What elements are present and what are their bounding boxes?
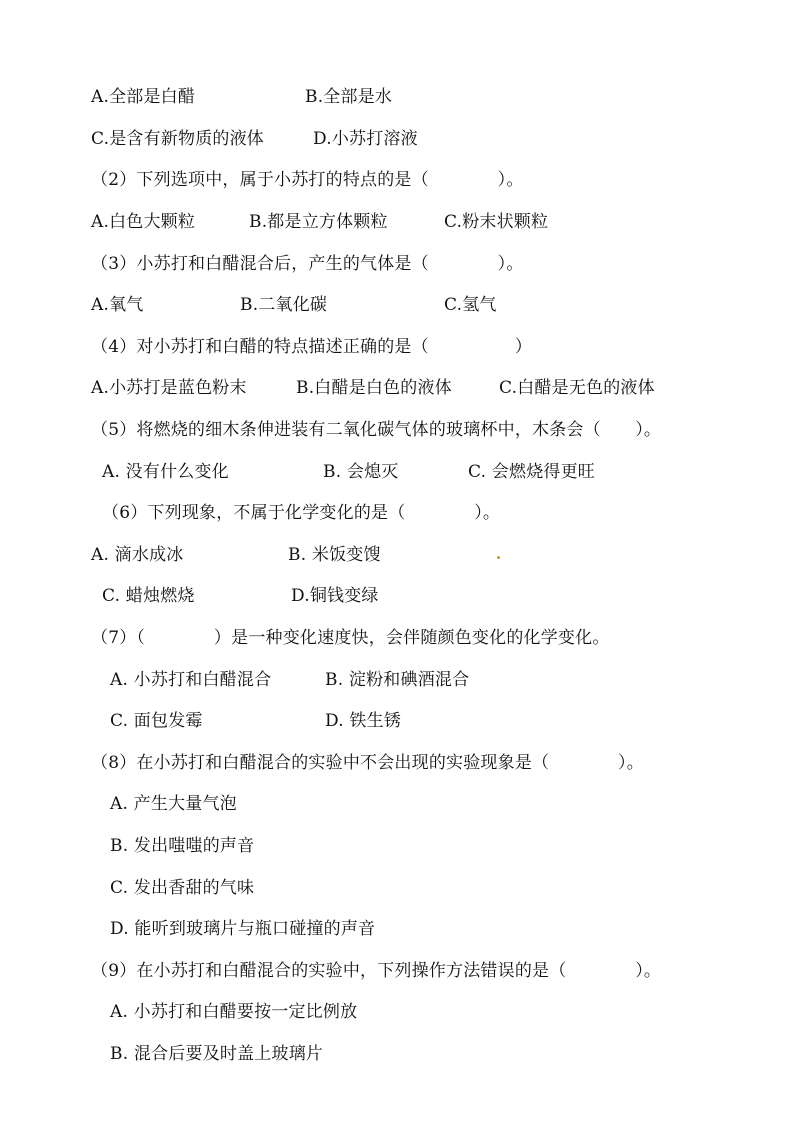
q9-option-b: B. 混合后要及时盖上玻璃片 (110, 1044, 324, 1064)
q2-option-b: B.都是立方体颗粒 (249, 212, 388, 232)
q6-stem: （6）下列现象，不属于化学变化的是（ ）。 (102, 503, 501, 523)
q3-option-a: A.氧气 (91, 295, 144, 315)
q8-option-a: A. 产生大量气泡 (110, 794, 237, 814)
q4-option-a: A.小苏打是蓝色粉末 (91, 378, 247, 398)
q8-option-d: D. 能听到玻璃片与瓶口碰撞的声音 (110, 919, 376, 939)
q7-option-b: B. 淀粉和碘酒混合 (325, 670, 470, 690)
q1-option-a: A.全部是白醋 (91, 87, 196, 107)
q5-option-a: A. 没有什么变化 (102, 462, 229, 482)
q1-option-b: B.全部是水 (305, 87, 393, 107)
q7-option-c: C. 面包发霉 (110, 711, 203, 731)
q4-option-b: B.白醋是白色的液体 (296, 378, 452, 398)
q3-option-b: B.二氧化碳 (240, 295, 328, 315)
q7-stem: （7）（ ）是一种变化速度快，会伴随颜色变化的化学变化。 (91, 628, 610, 648)
q4-stem: （4）对小苏打和白醋的特点描述正确的是（ ） (91, 337, 533, 357)
q2-stem: （2）下列选项中，属于小苏打的特点的是（ ）。 (91, 170, 524, 190)
q7-option-d: D. 铁生锈 (325, 711, 402, 731)
q8-option-c: C. 发出香甜的气味 (110, 878, 255, 898)
q6-option-d: D.铜钱变绿 (291, 586, 379, 606)
q8-stem: （8）在小苏打和白醋混合的实验中不会出现的实验现象是（ ）。 (91, 753, 644, 773)
q5-stem: （5）将燃烧的细木条伸进装有二氧化碳气体的玻璃杯中，木条会（ ）。 (91, 420, 662, 440)
q9-option-a: A. 小苏打和白醋要按一定比例放 (110, 1002, 358, 1022)
q3-stem: （3）小苏打和白醋混合后，产生的气体是（ ）。 (91, 254, 524, 274)
q4-option-c: C.白醋是无色的液体 (499, 378, 655, 398)
q6-option-b: B. 米饭变馊 (288, 545, 381, 565)
q1-option-c: C.是含有新物质的液体 (91, 129, 265, 149)
q9-stem: （9）在小苏打和白醋混合的实验中，下列操作方法错误的是（ ）。 (91, 961, 662, 981)
q8-option-b: B. 发出嗤嗤的声音 (110, 836, 255, 856)
stray-dot-mark (497, 556, 500, 559)
q2-option-c: C.粉末状颗粒 (444, 212, 549, 232)
q7-option-a: A. 小苏打和白醋混合 (110, 670, 272, 690)
q6-option-c: C. 蜡烛燃烧 (102, 586, 195, 606)
q5-option-c: C. 会燃烧得更旺 (468, 462, 596, 482)
q1-option-d: D.小苏打溶液 (313, 129, 418, 149)
q5-option-b: B. 会熄灭 (323, 462, 399, 482)
q3-option-c: C.氢气 (444, 295, 497, 315)
q6-option-a: A. 滴水成冰 (91, 545, 184, 565)
q2-option-a: A.白色大颗粒 (91, 212, 196, 232)
